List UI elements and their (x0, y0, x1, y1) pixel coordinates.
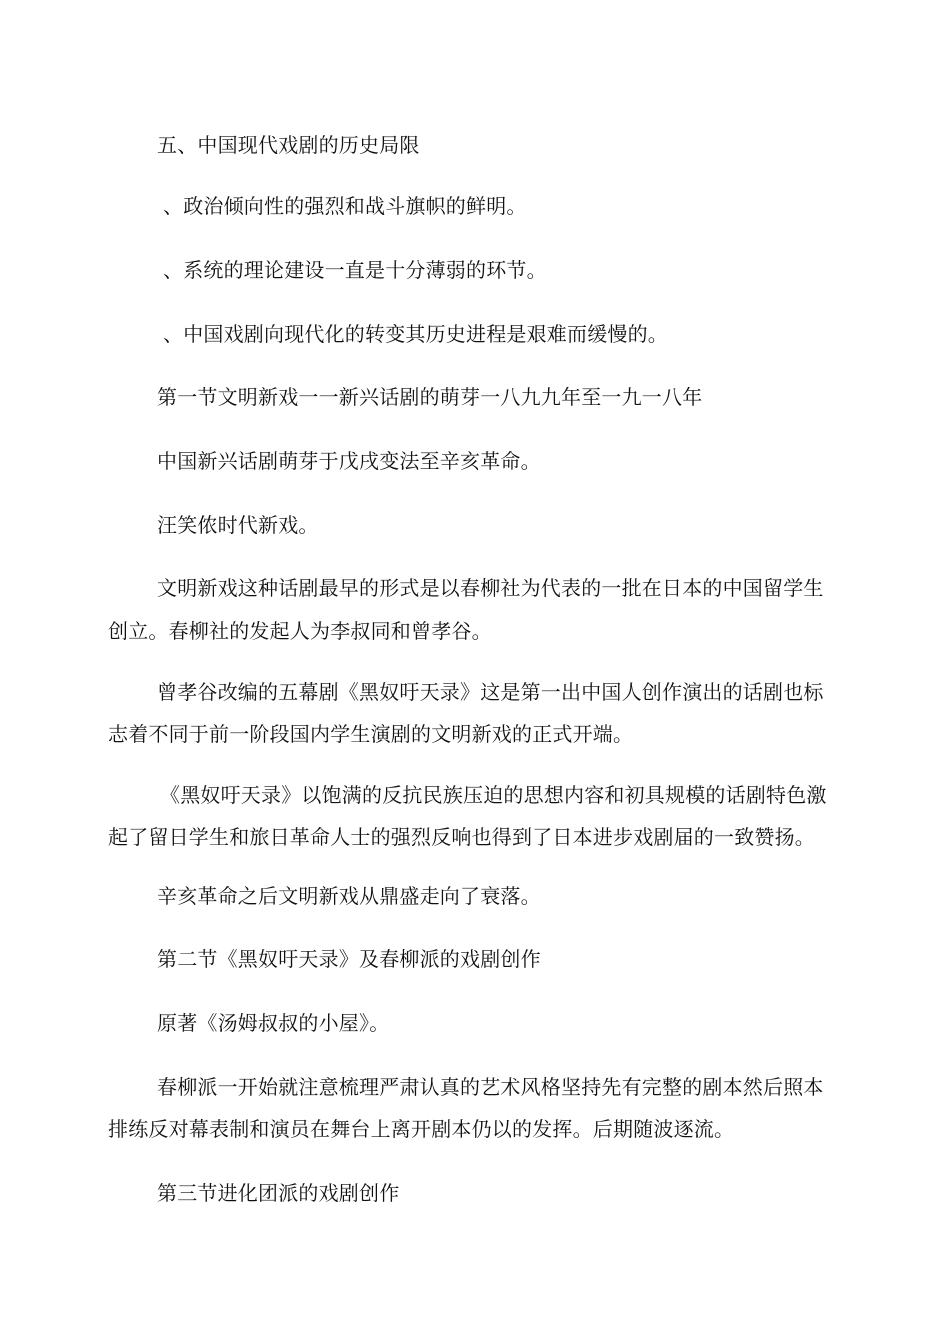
list-item: 、系统的理论建设一直是十分薄弱的环节。 (163, 258, 547, 282)
paragraph-line: 原著《汤姆叔叔的小屋》。 (157, 1011, 390, 1035)
paragraph-line: 春柳派一开始就注意梳理严肃认真的艺术风格坚持先有完整的剧本然后照本 (157, 1075, 824, 1099)
paragraph-line: 排练反对幕表制和演员在舞台上离开剧本仍以的发挥。后期随波逐流。 (108, 1117, 735, 1141)
paragraph-line: 中国新兴话剧萌芽于戊戌变法至辛亥革命。 (157, 449, 541, 473)
paragraph-line: 起了留日学生和旅日革命人士的强烈反响也得到了日本进步戏剧届的一致赞扬。 (108, 825, 815, 849)
paragraph-line: 汪笑侬时代新戏。 (157, 513, 319, 537)
paragraph-line: 文明新戏这种话剧最早的形式是以春柳社为代表的一批在日本的中国留学生 (157, 576, 824, 600)
list-item: 、中国戏剧向现代化的转变其历史进程是艰难而缓慢的。 (163, 322, 668, 346)
paragraph-line: 创立。春柳社的发起人为李叔同和曾孝谷。 (108, 619, 492, 643)
section-heading: 五、中国现代戏剧的历史局限 (157, 133, 420, 157)
paragraph-line: 志着不同于前一阶段国内学生演剧的文明新戏的正式开端。 (108, 722, 634, 746)
section-heading: 第一节文明新戏一一新兴话剧的萌芽一八九九年至一九一八年 (157, 385, 703, 409)
list-item: 、政治倾向性的强烈和战斗旗帜的鲜明。 (163, 194, 527, 218)
paragraph-line: 辛亥革命之后文明新戏从鼎盛走向了衰落。 (157, 884, 541, 908)
paragraph-line: 曾孝谷改编的五幕剧《黑奴吁天录》这是第一出中国人创作演出的话剧也标 (157, 680, 824, 704)
section-heading: 第二节《黑奴吁天录》及春柳派的戏剧创作 (157, 947, 541, 971)
paragraph-line: 《黑奴吁天录》以饱满的反抗民族压迫的思想内容和初具规模的话剧特色激 (160, 783, 827, 807)
section-heading: 第三节进化团派的戏剧创作 (157, 1181, 400, 1205)
